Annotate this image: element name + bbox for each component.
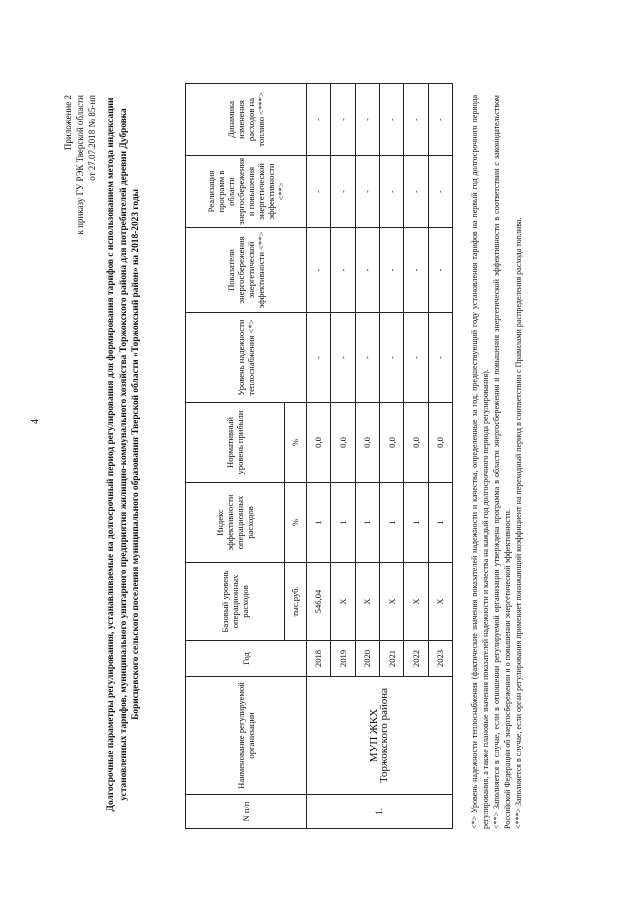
cell-fuel: - [404, 84, 428, 156]
cell-energy: - [306, 228, 330, 313]
cell-year: 2023 [428, 641, 452, 677]
cell-base: X [428, 563, 452, 641]
cell-energy: - [404, 228, 428, 313]
cell-year: 2021 [379, 641, 403, 677]
cell-program: - [428, 156, 452, 228]
footnote-fuel: <***> Заполняется в случае, если орган регулирования применяет понижающий коэффициент на переходный период в соответствии с Правилами распределения расхода топлива. [514, 217, 523, 829]
page-number: 4 [30, 419, 41, 424]
unit-index: % [284, 483, 306, 563]
org-name: МУП ЖКХ Торжокского района [306, 677, 452, 795]
cell-reliability: - [404, 313, 428, 403]
cell-reliability: - [306, 313, 330, 403]
header-reliability: Уровень надежности теплоснабжения <*> [186, 313, 307, 403]
cell-base: X [379, 563, 403, 641]
parameters-table [185, 83, 453, 829]
cell-profit: 0,0 [379, 403, 403, 483]
unit-profit: % [284, 403, 306, 483]
cell-base: 546,04 [306, 563, 330, 641]
cell-reliability: - [331, 313, 355, 403]
header-profit: Нормативный уровень прибыли [186, 403, 285, 483]
cell-index: 1 [355, 483, 379, 563]
appendix-date: от 27.07.2018 № 85-нп [87, 95, 97, 181]
header-fuel: Динамика изменения расходов на топливо <***> [186, 84, 307, 156]
cell-base: X [331, 563, 355, 641]
cell-program: - [404, 156, 428, 228]
cell-fuel: - [355, 84, 379, 156]
header-org: Наименование регулируемой организации [186, 677, 307, 795]
cell-profit: 0,0 [428, 403, 452, 483]
row-number: 1. [306, 795, 452, 829]
cell-energy: - [355, 228, 379, 313]
cell-profit: 0,0 [306, 403, 330, 483]
cell-reliability: - [355, 313, 379, 403]
appendix-order: к приказу ГУ РЭК Тверской области [75, 95, 85, 235]
cell-energy: - [428, 228, 452, 313]
footnote-energy: <**> Заполняется в случае, если в отношении регулируемой организации утверждена программа в области энергосбережения и повышения энергетической эффективности в соответствии с законодательством Российской Федерации об энергосбережении и о повышении энергетической эффективности. [492, 95, 512, 829]
cell-energy: - [331, 228, 355, 313]
cell-index: 1 [379, 483, 403, 563]
cell-index: 1 [428, 483, 452, 563]
cell-year: 2020 [355, 641, 379, 677]
document-title: Долгосрочные параметры регулирования, устанавливаемые на долгосрочный период регулирования для формирования тарифов с использованием метода индексации установленных тарифов, муниципального унитарного предприятия жилищно-коммунального хозяйства Торжокского района для потребителей деревни Дубровка Борисцевского сельского поселения муниципального образования Тверской области «Торжокский район» на 2018-2023 годы [106, 97, 141, 812]
cell-profit: 0,0 [404, 403, 428, 483]
cell-year: 2018 [306, 641, 330, 677]
header-base: Базовый уровень операционных расходов [186, 563, 285, 641]
header-energy: Показатели энергосбережения энергетической эффективности <**> [186, 228, 307, 313]
cell-year: 2022 [404, 641, 428, 677]
cell-index: 1 [404, 483, 428, 563]
header-index: Индекс эффективности операционных расходов [186, 483, 285, 563]
cell-reliability: - [428, 313, 452, 403]
cell-base: X [355, 563, 379, 641]
cell-profit: 0,0 [355, 403, 379, 483]
cell-index: 1 [306, 483, 330, 563]
cell-fuel: - [306, 84, 330, 156]
header-row [186, 84, 285, 829]
footnotes [470, 95, 526, 829]
cell-year: 2019 [331, 641, 355, 677]
cell-reliability: - [379, 313, 403, 403]
cell-fuel: - [379, 84, 403, 156]
header-program: Реализация программ в области энергосбережения и повышения энергетической эффективности <**> [186, 156, 307, 228]
cell-program: - [306, 156, 330, 228]
cell-energy: - [379, 228, 403, 313]
cell-profit: 0,0 [331, 403, 355, 483]
cell-program: - [379, 156, 403, 228]
cell-program: - [331, 156, 355, 228]
header-year: Год [186, 641, 307, 677]
appendix-title: Приложение 2 [63, 95, 73, 151]
table-row [306, 84, 330, 829]
unit-base: тыс.руб. [284, 563, 306, 641]
header-num: N п/п [186, 795, 307, 829]
cell-program: - [355, 156, 379, 228]
cell-fuel: - [331, 84, 355, 156]
cell-index: 1 [331, 483, 355, 563]
footnote-reliability: <*> Уровень надежности теплоснабжения (фактические значения показателей надежности и качества, определенные за год, предшествующий году установления тарифов на первый год долгосрочного периода регулирования, а также плановые значения показателей надежности и качества на каждый год долгосрочного периода регулирования). [470, 95, 490, 829]
appendix-block [62, 95, 98, 315]
cell-fuel: - [428, 84, 452, 156]
cell-base: X [404, 563, 428, 641]
